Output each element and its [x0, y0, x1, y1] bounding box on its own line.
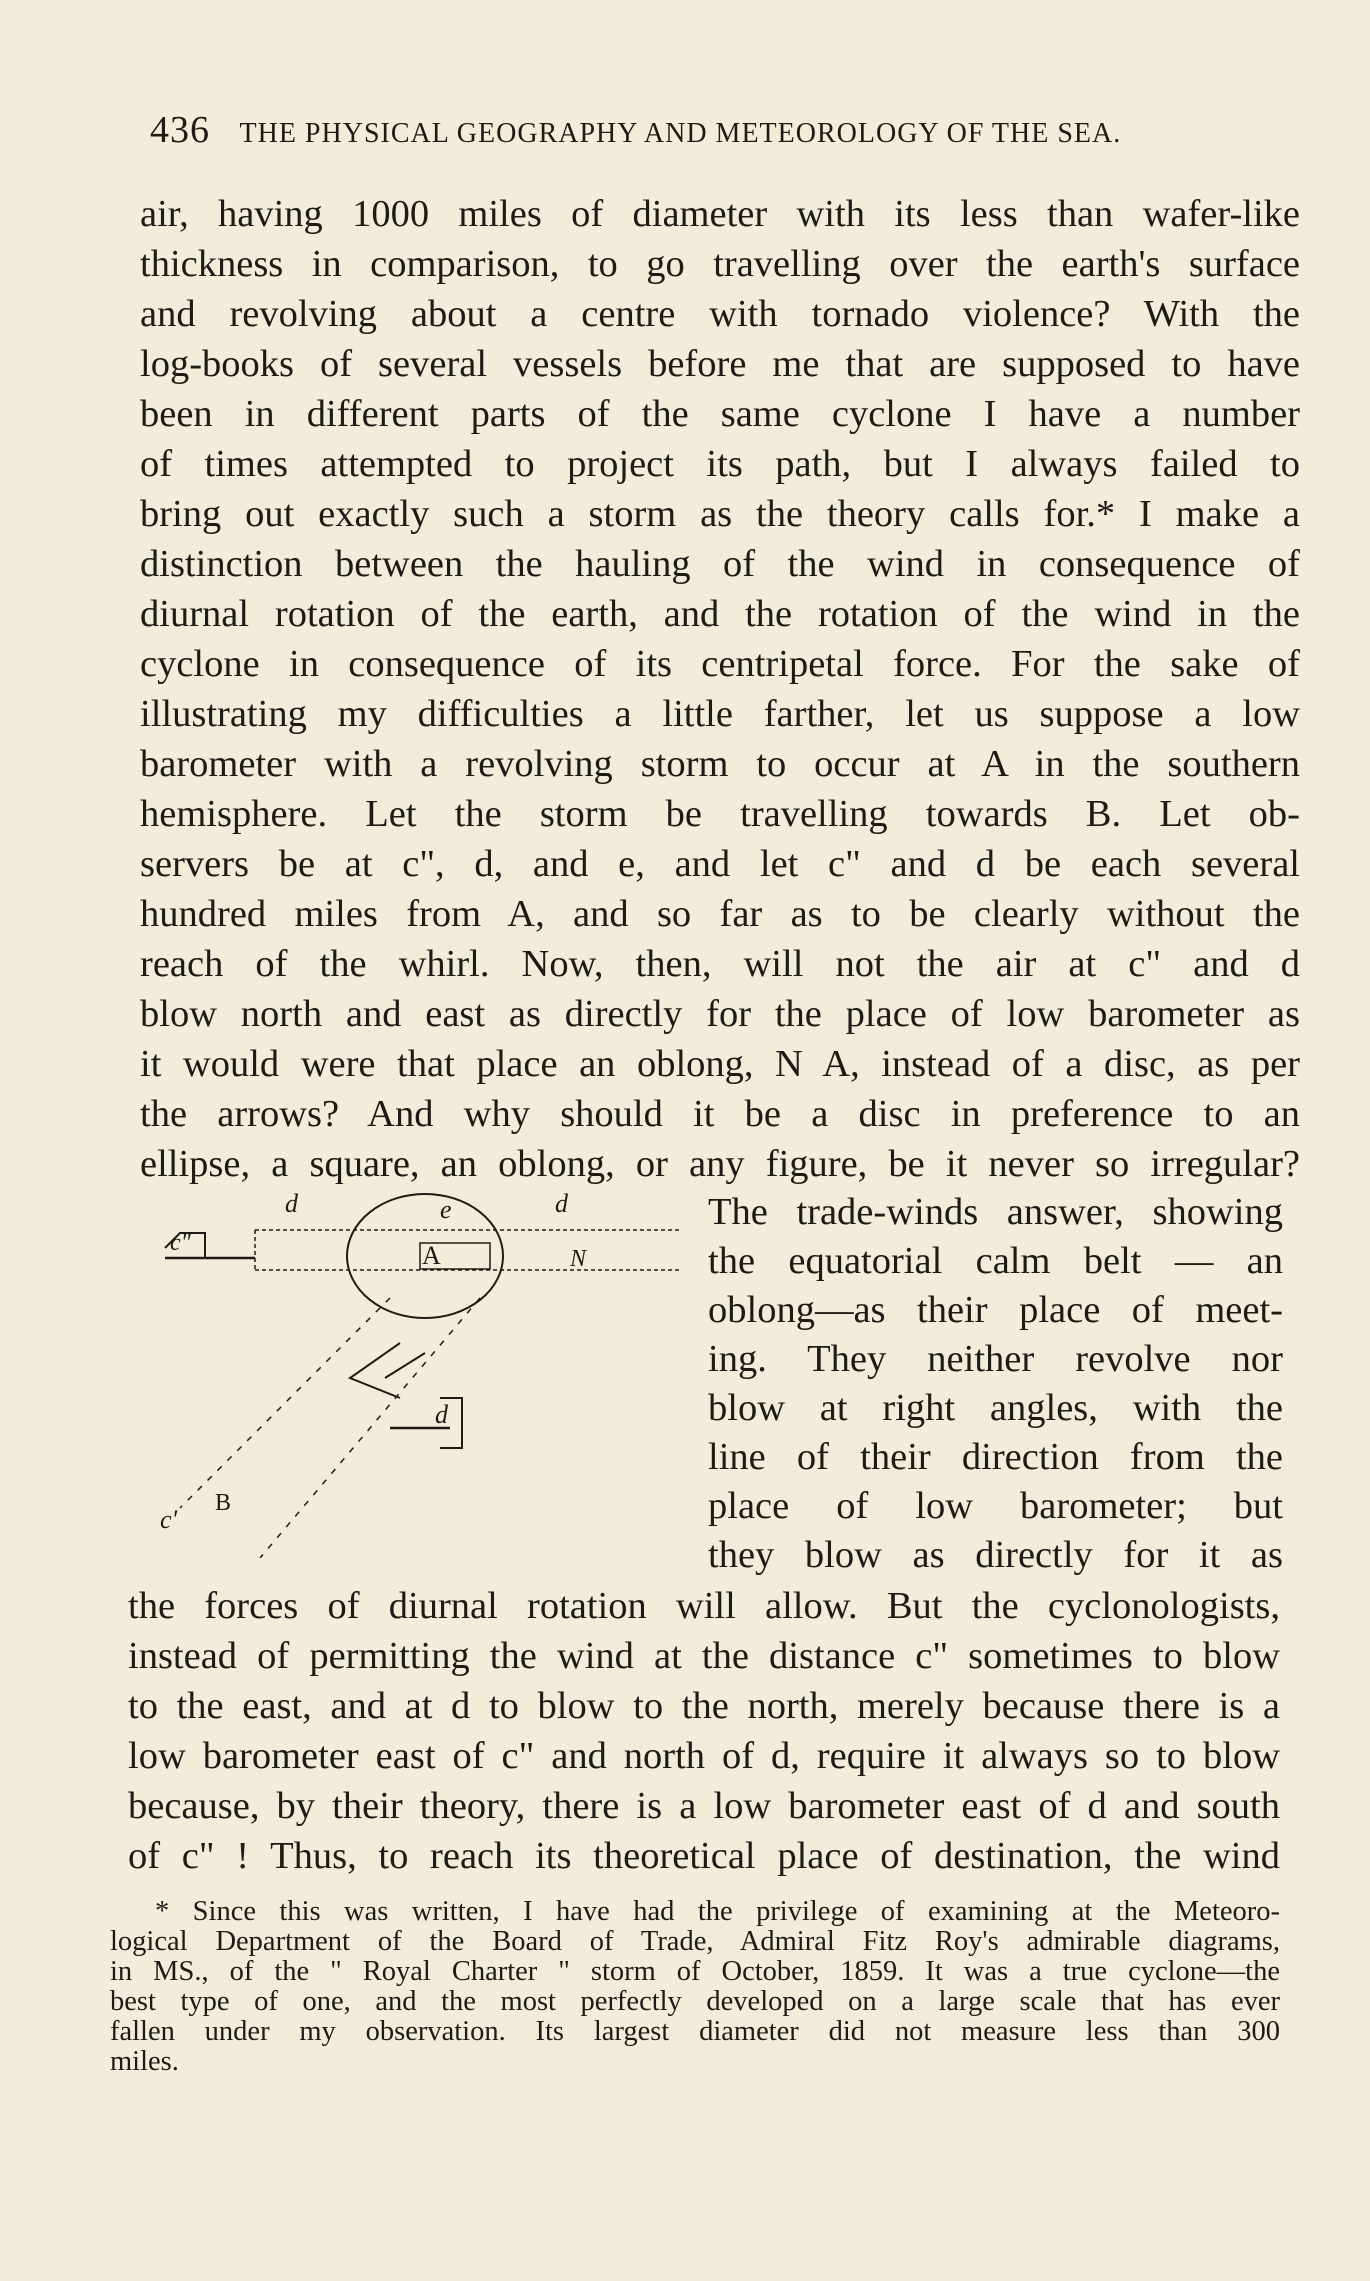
body-line: low barometer east of c" and north of d, require it always so to blow: [128, 1735, 1280, 1777]
label-d-top: d: [285, 1189, 298, 1218]
body-line: distinction between the hauling of the wind in consequence of: [140, 543, 1300, 585]
body-line: hundred miles from A, and so far as to be clearly without the: [140, 893, 1300, 935]
body-line: to the east, and at d to blow to the north, merely because there is a: [128, 1685, 1280, 1727]
side-line: oblong—as their place of meet-: [708, 1289, 1283, 1331]
page-number: 436: [150, 109, 210, 151]
running-header: [150, 108, 1250, 152]
label-d-top2: d: [555, 1189, 568, 1218]
body-line: instead of permitting the wind at the distance c" sometimes to blow: [128, 1635, 1280, 1677]
body-line: air, having 1000 miles of diameter with its less than wafer-like: [140, 193, 1300, 235]
storm-diagram: [150, 1178, 690, 1558]
label-c-bottom: c': [160, 1505, 178, 1534]
side-line: blow at right angles, with the: [708, 1387, 1283, 1429]
body-line: barometer with a revolving storm to occur at A in the southern: [140, 743, 1300, 785]
body-line: the arrows? And why should it be a disc in preference to an: [140, 1093, 1300, 1135]
body-line: servers be at c", d, and e, and let c" and d be each several: [140, 843, 1300, 885]
running-title: THE PHYSICAL GEOGRAPHY AND METEOROLOGY OF THE SEA.: [239, 118, 1122, 149]
footnote-line: fallen under my observation. Its largest diameter did not measure less than 300: [110, 2016, 1280, 2047]
footnote-line: miles.: [110, 2046, 179, 2077]
footnote-line: logical Department of the Board of Trade, Admiral Fitz Roy's admirable diagrams,: [110, 1926, 1280, 1957]
footnote-line: best type of one, and the most perfectly developed on a large scale that has ever: [110, 1986, 1280, 2017]
label-d: d: [435, 1400, 448, 1429]
label-N: N: [570, 1246, 587, 1272]
body-line: because, by their theory, there is a low barometer east of d and south: [128, 1785, 1280, 1827]
body-line: and revolving about a centre with tornado violence? With the: [140, 293, 1300, 335]
body-line: the forces of diurnal rotation will allow. But the cyclonologists,: [128, 1585, 1280, 1627]
label-c-top: c": [170, 1230, 191, 1256]
body-line: ellipse, a square, an oblong, or any figure, be it never so irregular?: [140, 1143, 1300, 1185]
side-line: The trade-winds answer, showing: [708, 1191, 1283, 1233]
side-line: they blow as directly for it as: [708, 1534, 1283, 1576]
label-A: A: [422, 1241, 441, 1270]
label-B: B: [215, 1490, 232, 1516]
body-line: log-books of several vessels before me that are supposed to have: [140, 343, 1300, 385]
body-line: been in different parts of the same cyclone I have a number: [140, 393, 1300, 435]
body-line: hemisphere. Let the storm be travelling towards B. Let ob-: [140, 793, 1300, 835]
label-e: e: [440, 1195, 452, 1224]
body-line: of times attempted to project its path, but I always failed to: [140, 443, 1300, 485]
footnote-line: * Since this was written, I have had the privilege of examining at the Meteoro-: [155, 1896, 1280, 1927]
body-line: reach of the whirl. Now, then, will not the air at c" and d: [140, 943, 1300, 985]
body-line: of c" ! Thus, to reach its theoretical place of destination, the wind: [128, 1835, 1280, 1877]
side-line: the equatorial calm belt — an: [708, 1240, 1283, 1282]
body-line: blow north and east as directly for the place of low barometer as: [140, 993, 1300, 1035]
side-line: place of low barometer; but: [708, 1485, 1283, 1527]
body-line: bring out exactly such a storm as the theory calls for.* I make a: [140, 493, 1300, 535]
side-line: ing. They neither revolve nor: [708, 1338, 1283, 1380]
body-line: it would were that place an oblong, N A, instead of a disc, as per: [140, 1043, 1300, 1085]
body-line: diurnal rotation of the earth, and the rotation of the wind in the: [140, 593, 1300, 635]
body-line: illustrating my difficulties a little farther, let us suppose a low: [140, 693, 1300, 735]
body-line: thickness in comparison, to go travelling over the earth's surface: [140, 243, 1300, 285]
side-line: line of their direction from the: [708, 1436, 1283, 1478]
footnote-line: in MS., of the " Royal Charter " storm of October, 1859. It was a true cyclone—the: [110, 1956, 1280, 1987]
body-line: cyclone in consequence of its centripetal force. For the sake of: [140, 643, 1300, 685]
storm-track: [180, 1298, 390, 1508]
